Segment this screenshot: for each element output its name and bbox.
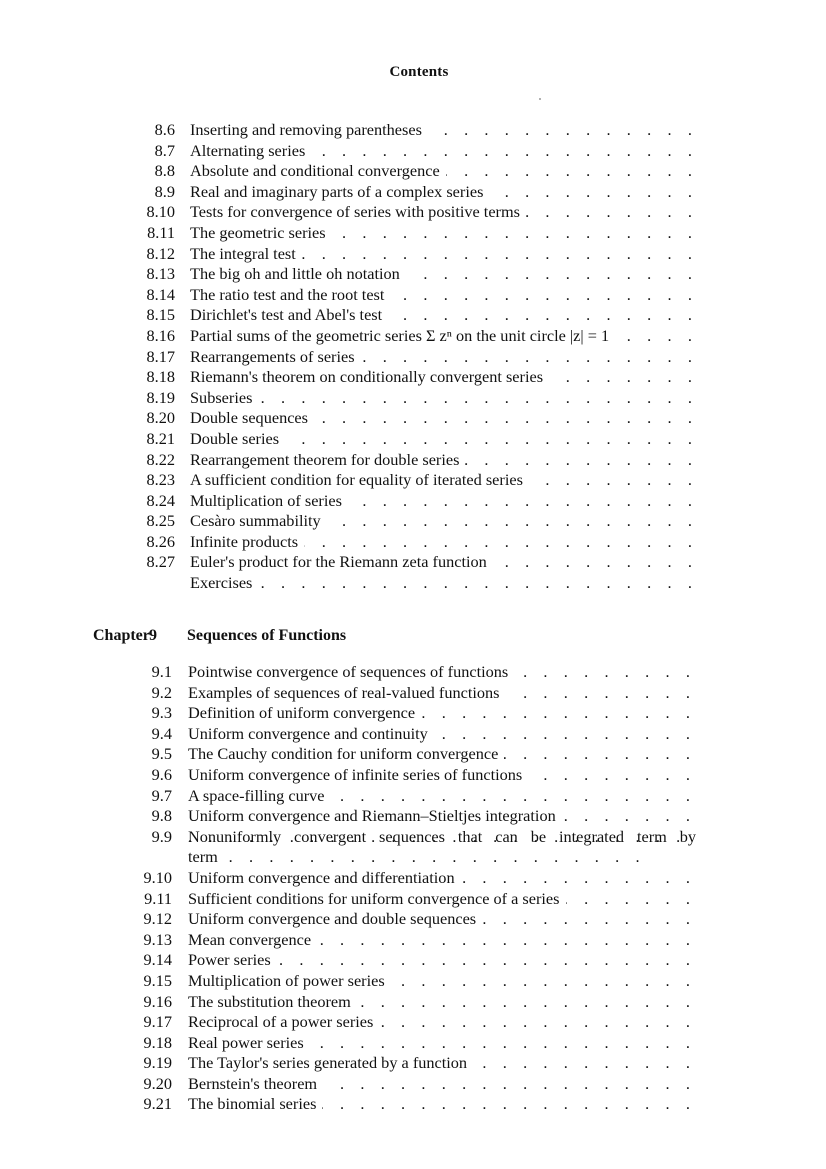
entry-number: 8.11 xyxy=(147,222,175,242)
toc-entry[interactable] xyxy=(0,511,826,532)
entry-number: 9.2 xyxy=(151,682,172,702)
chapter-heading[interactable] xyxy=(93,627,346,645)
toc-entry[interactable] xyxy=(0,202,826,223)
entry-number: 8.13 xyxy=(146,264,175,284)
entry-number: 9.11 xyxy=(144,888,172,908)
entry-number: 9.10 xyxy=(143,867,172,887)
entry-title: Rearrangements of series xyxy=(190,347,361,366)
entry-number: 9.12 xyxy=(143,909,172,929)
toc-entry-exercises[interactable] xyxy=(0,573,826,594)
entry-title: Uniform convergence of infinite series of functions xyxy=(188,765,528,784)
chapter-number: 9 xyxy=(149,627,157,644)
toc-entry[interactable] xyxy=(0,930,826,951)
entry-title: Uniform convergence and Riemann–Stieltjes integration xyxy=(188,806,562,825)
toc-entry[interactable] xyxy=(0,264,826,285)
scan-speck xyxy=(539,98,541,100)
toc-entry[interactable] xyxy=(0,662,826,683)
toc-entry[interactable] xyxy=(0,950,826,971)
entry-title: Exercises xyxy=(190,573,258,592)
entry-number: 8.18 xyxy=(146,367,175,387)
entry-title: The ratio test and the root test xyxy=(190,285,390,304)
toc-entry[interactable] xyxy=(0,141,826,162)
entry-title: A space-filling curve xyxy=(188,786,331,805)
entry-number: 9.16 xyxy=(143,991,172,1011)
entry-number: 8.8 xyxy=(154,161,175,181)
entry-title: Definition of uniform convergence xyxy=(188,703,421,722)
toc-entry[interactable] xyxy=(0,683,826,704)
entry-number: 9.20 xyxy=(143,1073,172,1093)
entry-title: Infinite products xyxy=(190,532,304,551)
toc-entry[interactable] xyxy=(0,703,826,724)
entry-title: The binomial series xyxy=(188,1094,322,1113)
toc-entry[interactable] xyxy=(0,429,826,450)
entry-title: The big oh and little oh notation xyxy=(190,264,406,283)
toc-entry[interactable] xyxy=(0,806,826,827)
toc-entry[interactable] xyxy=(0,223,826,244)
toc-entry[interactable] xyxy=(0,724,826,745)
entry-title: Riemann's theorem on conditionally convergent series xyxy=(190,367,549,386)
entry-number: 9.14 xyxy=(143,950,172,970)
entry-title: Absolute and conditional convergence xyxy=(190,161,446,180)
chapter-title: Sequences of Functions xyxy=(187,627,347,644)
entry-title: Bernstein's theorem xyxy=(188,1074,323,1093)
toc-entry[interactable] xyxy=(0,827,826,868)
entry-number: 8.15 xyxy=(146,305,175,325)
entry-number: 8.22 xyxy=(146,449,175,469)
entry-number: 8.21 xyxy=(146,428,175,448)
entry-title: Reciprocal of a power series xyxy=(188,1012,379,1031)
toc-entry[interactable] xyxy=(0,408,826,429)
entry-title: The integral test xyxy=(190,244,302,263)
toc-entry[interactable] xyxy=(0,347,826,368)
entry-number: 9.4 xyxy=(151,723,172,743)
entry-title: Uniform convergence and continuity xyxy=(188,724,434,743)
entry-title: Pointwise convergence of sequences of functions xyxy=(188,662,514,681)
entry-title: Dirichlet's test and Abel's test xyxy=(190,305,388,324)
entry-title: Tests for convergence of series with positive terms xyxy=(190,202,526,221)
toc-entry[interactable] xyxy=(0,367,826,388)
entry-title: Real and imaginary parts of a complex series xyxy=(190,182,489,201)
toc-section-8-list xyxy=(0,120,826,594)
entry-title: Cesàro summability xyxy=(190,511,327,530)
entry-number: 9.19 xyxy=(143,1053,172,1073)
entry-title: Inserting and removing parentheses xyxy=(190,120,428,139)
entry-title: Uniform convergence and differentiation xyxy=(188,868,461,887)
toc-entry[interactable] xyxy=(0,450,826,471)
toc-entry[interactable] xyxy=(0,470,826,491)
toc-entry[interactable] xyxy=(0,1033,826,1054)
toc-entry[interactable] xyxy=(0,532,826,553)
entry-title-line2: term xyxy=(188,847,224,866)
entry-title: Sufficient conditions for uniform convergence of a series xyxy=(188,889,566,908)
entry-number: 8.10 xyxy=(146,202,175,222)
entry-number: 9.21 xyxy=(143,1094,172,1114)
entry-number: 8.24 xyxy=(146,490,175,510)
entry-title: Mean convergence xyxy=(188,930,317,949)
entry-number: 9.9 xyxy=(151,826,172,846)
entry-number: 9.6 xyxy=(151,764,172,784)
entry-title: A sufficient condition for equality of iterated series xyxy=(190,470,529,489)
toc-entry[interactable] xyxy=(0,161,826,182)
toc-entry[interactable] xyxy=(0,552,826,573)
toc-entry[interactable] xyxy=(0,909,826,930)
entry-number: 8.12 xyxy=(146,243,175,263)
toc-entry[interactable] xyxy=(0,388,826,409)
toc-entry[interactable] xyxy=(0,182,826,203)
toc-entry[interactable] xyxy=(0,1053,826,1074)
entry-number: 9.8 xyxy=(151,806,172,826)
entry-number: 8.20 xyxy=(146,408,175,428)
entry-title: Rearrangement theorem for double series xyxy=(190,450,465,469)
entry-title: Double sequences xyxy=(190,408,314,427)
toc-entry[interactable] xyxy=(0,1094,826,1115)
entry-title: Multiplication of series xyxy=(190,491,348,510)
toc-entry[interactable] xyxy=(0,765,826,786)
entry-number: 8.23 xyxy=(146,470,175,490)
entry-number: 8.27 xyxy=(146,552,175,572)
toc-entry[interactable] xyxy=(0,786,826,807)
entry-title: The Cauchy condition for uniform convergence xyxy=(188,744,504,763)
toc-chapter-9-list xyxy=(0,662,826,1115)
entry-number: 8.16 xyxy=(146,325,175,345)
toc-entry[interactable] xyxy=(0,1074,826,1095)
entry-number: 8.6 xyxy=(154,120,175,139)
toc-entry[interactable] xyxy=(0,744,826,765)
entry-title: Power series xyxy=(188,950,277,969)
entry-number: 9.15 xyxy=(143,970,172,990)
entry-title: The geometric series xyxy=(190,223,332,242)
toc-entry[interactable] xyxy=(0,120,826,141)
entry-title: Examples of sequences of real-valued functions xyxy=(188,683,506,702)
entry-title: Multiplication of power series xyxy=(188,971,391,990)
entry-number: 8.25 xyxy=(146,511,175,531)
entry-number: 9.18 xyxy=(143,1032,172,1052)
toc-entry[interactable] xyxy=(0,889,826,910)
entry-number: 9.1 xyxy=(151,662,172,681)
entry-title: Double series xyxy=(190,429,285,448)
entry-title: Partial sums of the geometric series Σ zⁿ on the unit circle |z| = 1 xyxy=(190,326,615,345)
toc-entry[interactable] xyxy=(0,326,826,347)
entry-title: Real power series xyxy=(188,1033,310,1052)
page-title: Contents xyxy=(389,64,449,80)
entry-title: Uniform convergence and double sequences xyxy=(188,909,482,928)
toc-entry[interactable] xyxy=(0,305,826,326)
entry-number: 9.3 xyxy=(151,703,172,723)
toc-entry[interactable] xyxy=(0,491,826,512)
entry-number: 9.7 xyxy=(151,785,172,805)
entry-number: 8.7 xyxy=(154,140,175,160)
toc-entry[interactable] xyxy=(0,285,826,306)
toc-entry[interactable] xyxy=(0,992,826,1013)
entry-title: Euler's product for the Riemann zeta function xyxy=(190,552,493,571)
toc-entry[interactable] xyxy=(0,1012,826,1033)
entry-title: The substitution theorem xyxy=(188,992,357,1011)
entry-number: 8.19 xyxy=(146,387,175,407)
entry-number: 9.13 xyxy=(143,929,172,949)
chapter-label: Chapter xyxy=(93,627,150,644)
entry-title: The Taylor's series generated by a function xyxy=(188,1053,473,1072)
toc-entry[interactable] xyxy=(0,244,826,265)
entry-title: Alternating series xyxy=(190,141,311,160)
entry-title-line1: Nonuniformly convergent sequences that can be integrated term by xyxy=(188,826,696,846)
toc-entry[interactable] xyxy=(0,868,826,889)
entry-number: 8.17 xyxy=(146,346,175,366)
entry-number: 8.26 xyxy=(146,531,175,551)
entry-number: 8.9 xyxy=(154,181,175,201)
toc-entry[interactable] xyxy=(0,971,826,992)
entry-number: 9.5 xyxy=(151,744,172,764)
entry-number: 9.17 xyxy=(143,1012,172,1032)
entry-title: Subseries xyxy=(190,388,258,407)
entry-number: 8.14 xyxy=(146,284,175,304)
